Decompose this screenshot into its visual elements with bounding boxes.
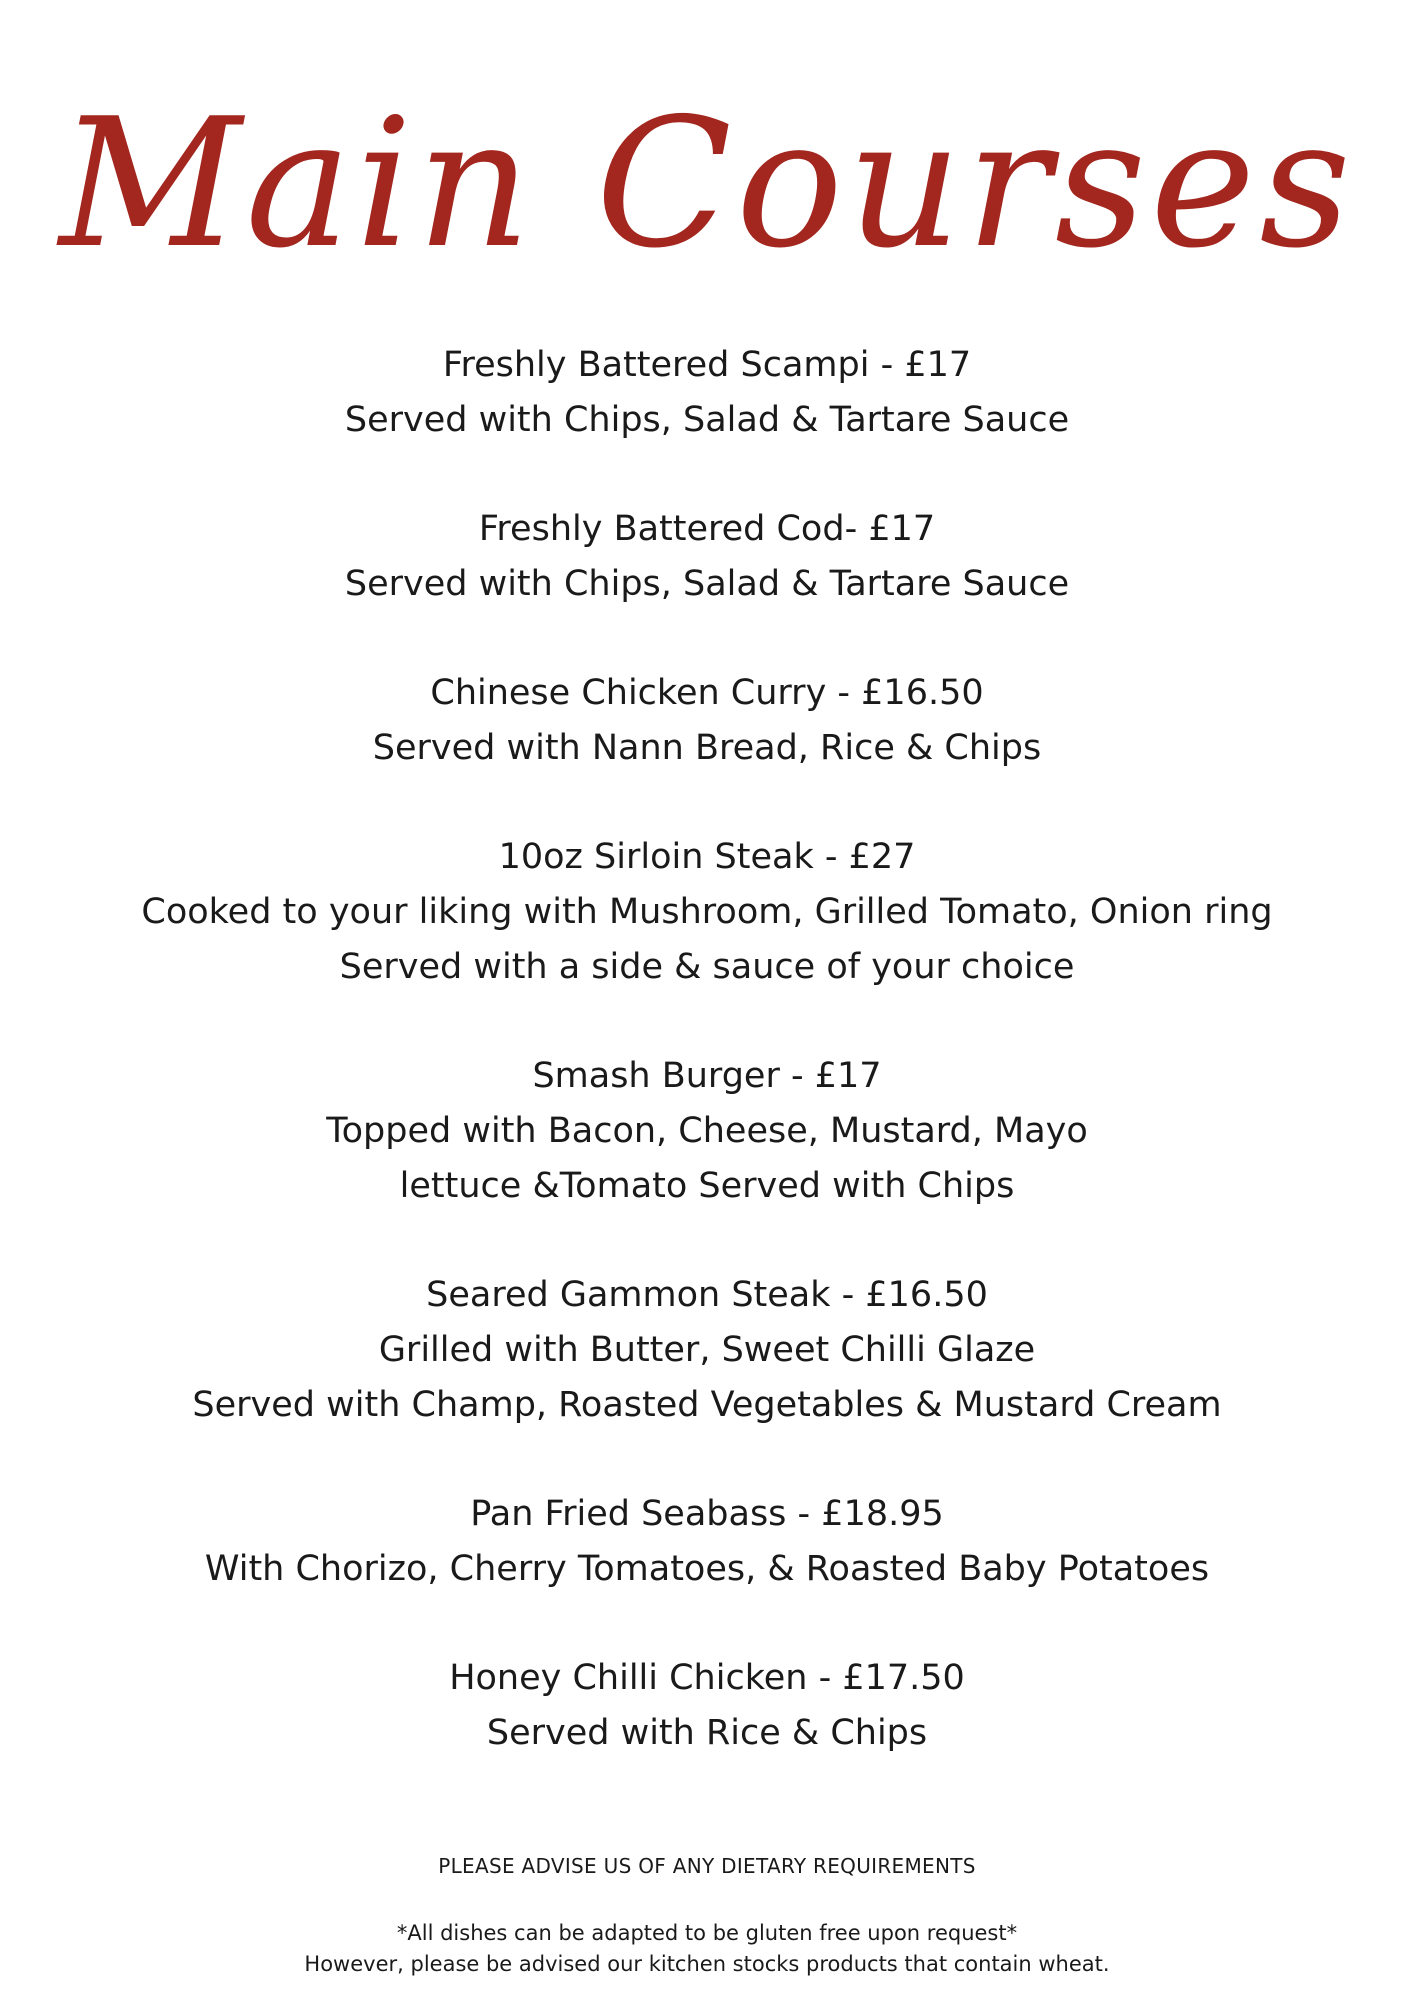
- dish-description: Served with Chips, Salad & Tartare Sauce: [344, 564, 1070, 604]
- dish-heading: Freshly Battered Cod- £17: [478, 509, 936, 549]
- menu-item: [0, 830, 1414, 995]
- dish-description: Served with Chips, Salad & Tartare Sauce: [344, 400, 1070, 440]
- dish-description: Grilled with Butter, Sweet Chilli Glaze: [378, 1330, 1036, 1370]
- menu-item: [0, 1651, 1414, 1761]
- menu-item: [0, 502, 1414, 612]
- gluten-free-note: *All dishes can be adapted to be gluten free upon request*: [396, 1921, 1018, 1945]
- dish-heading: Smash Burger - £17: [532, 1056, 882, 1096]
- dish-heading: Seared Gammon Steak - £16.50: [426, 1275, 988, 1315]
- dietary-notice: PLEASE ADVISE US OF ANY DIETARY REQUIREMENTS: [438, 1854, 976, 1878]
- menu-item: [0, 666, 1414, 776]
- dish-heading: Chinese Chicken Curry - £16.50: [430, 673, 984, 713]
- dish-heading: Freshly Battered Scampi - £17: [442, 345, 972, 385]
- dish-heading: Pan Fried Seabass - £18.95: [470, 1494, 944, 1534]
- dish-description: Served with Rice & Chips: [486, 1713, 928, 1753]
- menu-item: [0, 1487, 1414, 1597]
- menu-item: [0, 1049, 1414, 1214]
- page-title: Main Courses: [59, 80, 1355, 287]
- dish-description: Served with a side & sauce of your choice: [339, 947, 1075, 987]
- dish-description: lettuce &Tomato Served with Chips: [399, 1166, 1015, 1206]
- menu-item: [0, 338, 1414, 448]
- dish-description: Served with Nann Bread, Rice & Chips: [372, 728, 1042, 768]
- menu-item: [0, 1268, 1414, 1433]
- dish-description: Served with Champ, Roasted Vegetables & Mustard Cream: [192, 1385, 1222, 1425]
- dish-description: Topped with Bacon, Cheese, Mustard, Mayo: [326, 1111, 1088, 1151]
- dish-heading: Honey Chilli Chicken - £17.50: [449, 1658, 965, 1698]
- dish-heading: 10oz Sirloin Steak - £27: [498, 837, 916, 877]
- dish-description: With Chorizo, Cherry Tomatoes, & Roasted Baby Potatoes: [204, 1549, 1210, 1589]
- footer: [0, 1852, 1414, 1980]
- menu-list: [0, 338, 1414, 1815]
- wheat-warning: However, please be advised our kitchen stocks products that contain wheat.: [304, 1952, 1110, 1976]
- dish-description: Cooked to your liking with Mushroom, Grilled Tomato, Onion ring: [141, 892, 1273, 932]
